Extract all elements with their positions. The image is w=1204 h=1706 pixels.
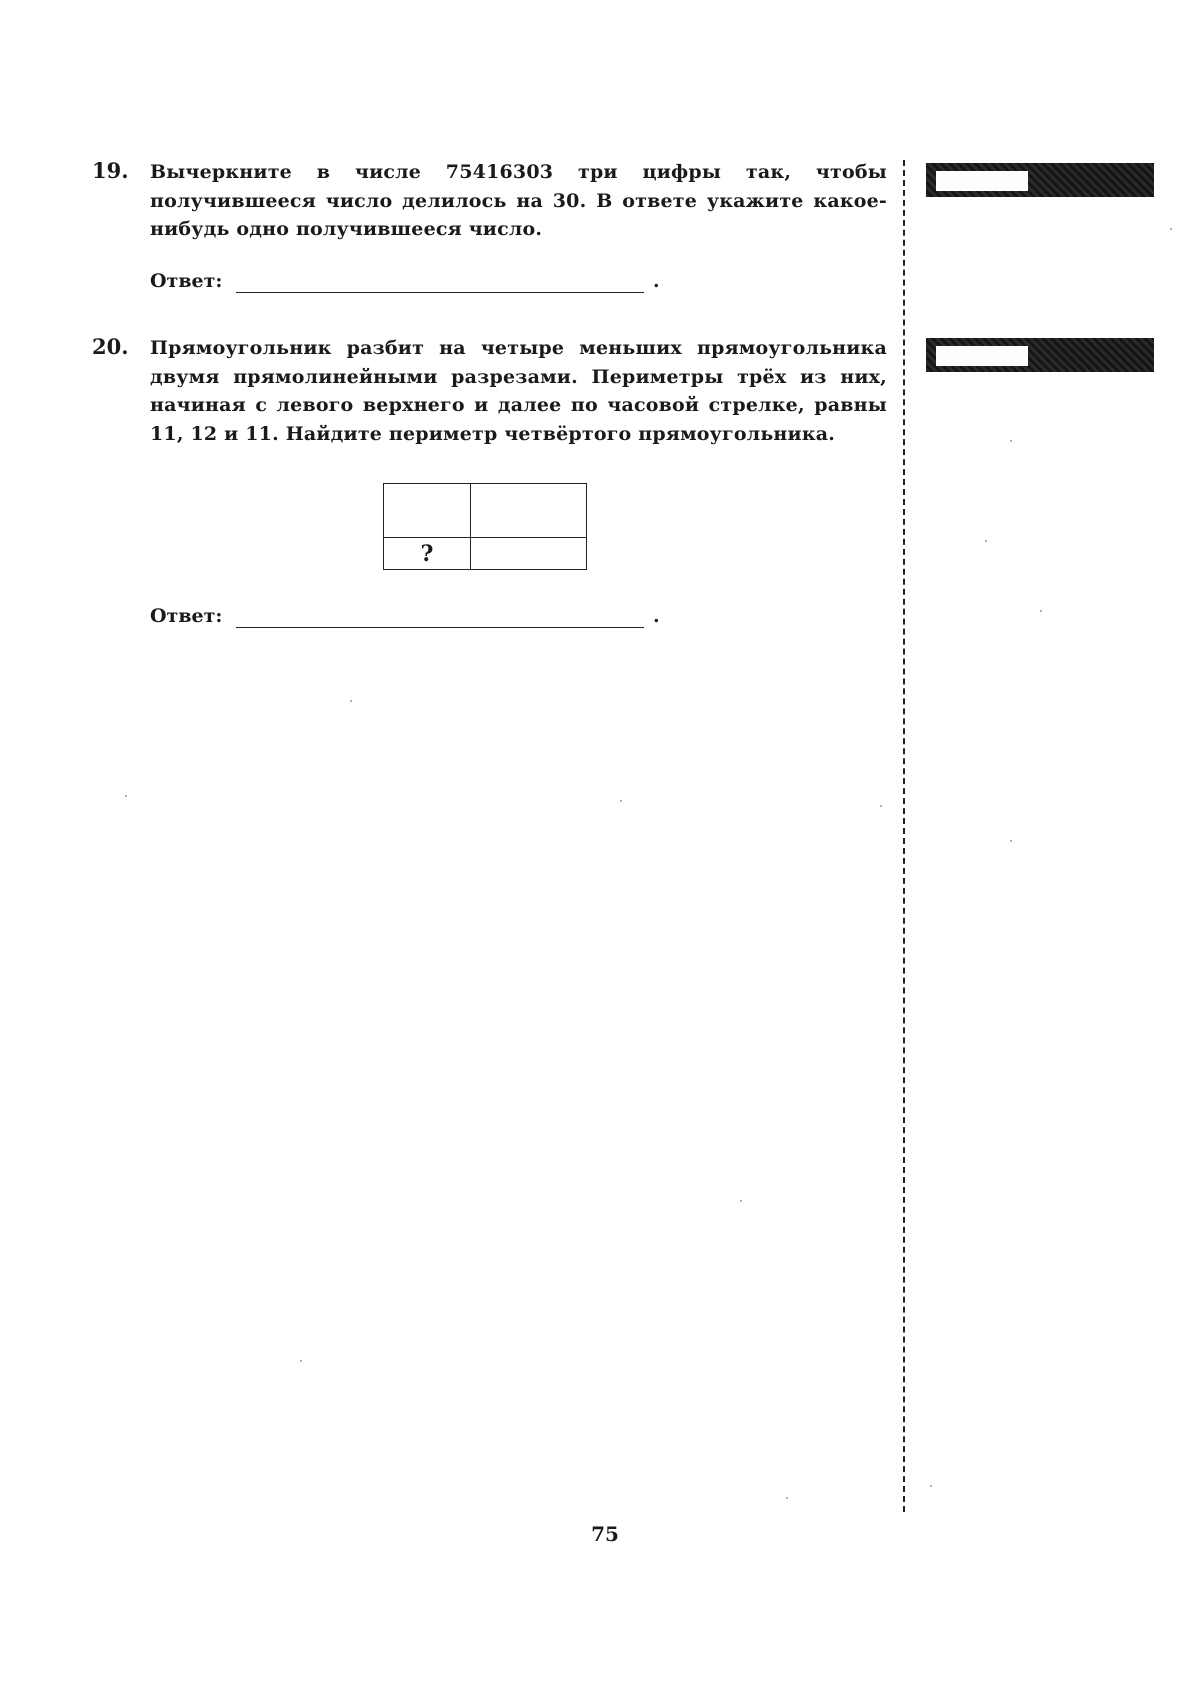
figure-vertical-cut [470, 484, 471, 569]
figure-unknown-label: ? [420, 541, 434, 567]
answer-label: Ответ: [150, 270, 223, 292]
scan-speck [880, 805, 882, 807]
scan-speck [350, 700, 352, 702]
cut-line [903, 160, 905, 1512]
scan-speck [1040, 610, 1042, 612]
scan-speck [930, 1485, 932, 1487]
scan-speck [1010, 440, 1012, 442]
scan-speck [985, 540, 987, 542]
task-19-text: Вычеркните в числе 75416303 три цифры так, чтобы получившееся число делилось на 30. В ответе укажите какое-нибудь одно получившееся число. [150, 161, 887, 240]
answer-end-mark: . [653, 605, 660, 627]
score-box-20 [926, 338, 1154, 372]
answer-end-mark: . [653, 270, 660, 292]
scan-speck [1170, 228, 1172, 230]
answer-label: Ответ: [150, 605, 223, 627]
task-20 [92, 334, 887, 448]
page-number: 75 [591, 1522, 619, 1546]
answer-field[interactable] [236, 292, 644, 293]
scan-speck [1010, 840, 1012, 842]
score-slot[interactable] [936, 346, 1028, 366]
score-box-19 [926, 163, 1154, 197]
answer-field[interactable] [236, 627, 644, 628]
rectangle-figure [383, 483, 587, 570]
scan-speck [125, 795, 127, 797]
figure-horizontal-cut [384, 537, 586, 538]
score-slot[interactable] [936, 171, 1028, 191]
task-20-text: Прямоугольник разбит на четыре меньших прямоугольника двумя прямолинейными разрезами. Периметры трёх из них, начиная с левого верхнего и далее по часовой стрелке, равны 11, 12 и 11. Найдите периметр четвёртого прямоугольника. [150, 337, 887, 445]
scan-speck [786, 1497, 788, 1499]
scan-speck [620, 800, 622, 802]
scan-speck [300, 1360, 302, 1362]
task-19-number: 19. [92, 158, 129, 183]
task-19 [92, 158, 887, 244]
scan-speck [740, 1200, 742, 1202]
task-20-number: 20. [92, 334, 129, 359]
